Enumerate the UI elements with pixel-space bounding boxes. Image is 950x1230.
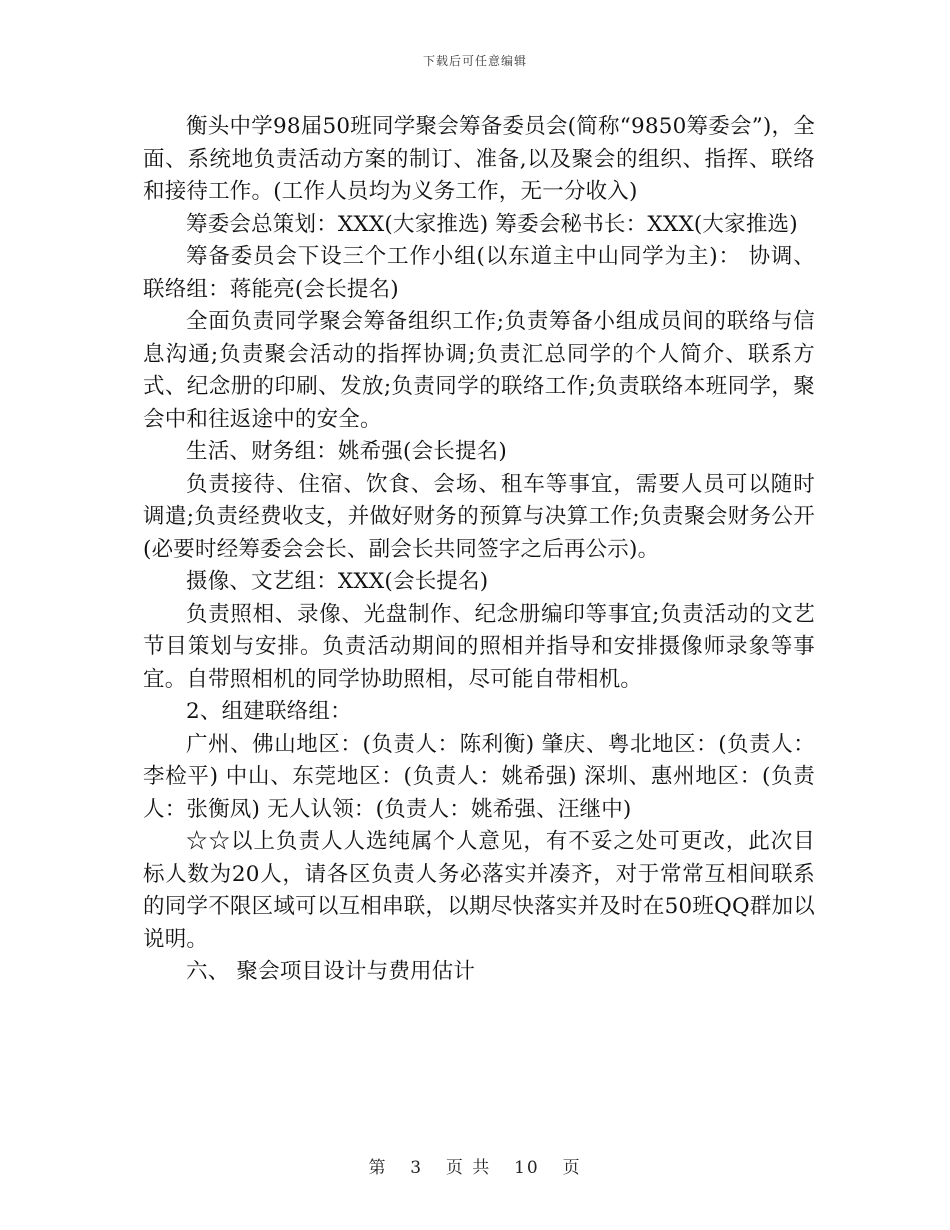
page-header: 下载后可任意编辑 — [422, 54, 527, 68]
footer-label-page: 第 — [368, 1158, 388, 1178]
document-body — [143, 111, 815, 989]
paragraph: ☆☆以上负责人人选纯属个人意见，有不妥之处可更改，此次目标人数为20人，请各区负责人务必落实并凑齐，对于常常互相间联系的同学不限区域可以互相串联，以期尽快落实并及时在50班QQ群加以说明。 — [143, 829, 815, 952]
paragraph: 生活、财务组：姚希强(会长提名) — [186, 439, 507, 464]
paragraph: 衡头中学98届50班同学聚会筹备委员会(简称“9850筹委会”)，全面、系统地负责活动方案的制订、准备,以及聚会的组织、指挥、联络和接待工作。(工作人员均为义务工作，无一分收入) — [143, 114, 815, 204]
current-page-number: 3 — [410, 1158, 424, 1178]
paragraph: 摄像、文艺组：XXX(会长提名) — [186, 569, 489, 594]
section-heading: 六、 聚会项目设计与费用估计 — [186, 959, 476, 984]
paragraph: 筹委会总策划：XXX(大家推选) 筹委会秘书长：XXX(大家推选) — [186, 211, 798, 237]
paragraph: 2、组建联络组： — [186, 699, 352, 724]
paragraph: 广州、佛山地区：(负责人：陈利衡) 肇庆、粤北地区：(负责人：李检平) 中山、东莞地区：(负责人：姚希强) 深圳、惠州地区：(负责人：张衡凤) 无人认领：(负责人：姚希强、汪继中) — [143, 731, 815, 822]
total-pages-number: 10 — [514, 1158, 540, 1178]
paragraph: 全面负责同学聚会筹备组织工作;负责筹备小组成员间的联络与信息沟通;负责聚会活动的指挥协调;负责汇总同学的个人简介、联系方式、纪念册的印刷、发放;负责同学的联络工作;负责联络本班同学，聚会中和往返途中的安全。 — [143, 309, 815, 432]
footer-label-of: 页 共 — [445, 1158, 492, 1178]
paragraph: 负责接待、住宿、饮食、会场、租车等事宜，需要人员可以随时调遣;负责经费收支，并做好财务的预算与决算工作;负责聚会财务公开(必要时经筹委会会长、副会长共同签字之后再公示)。 — [143, 471, 815, 562]
page-footer — [0, 1153, 950, 1178]
paragraph: 负责照相、录像、光盘制作、纪念册编印等事宜;负责活动的文艺节目策划与安排。负责活动期间的照相并指导和安排摄像师录象等事宜。自带照相机的同学协助照相，尽可能自带相机。 — [143, 601, 815, 692]
paragraph: 筹备委员会下设三个工作小组(以东道主中山同学为主)： 协调、联络组：蒋能亮(会长提名) — [143, 244, 815, 302]
footer-label-end: 页 — [562, 1158, 582, 1178]
